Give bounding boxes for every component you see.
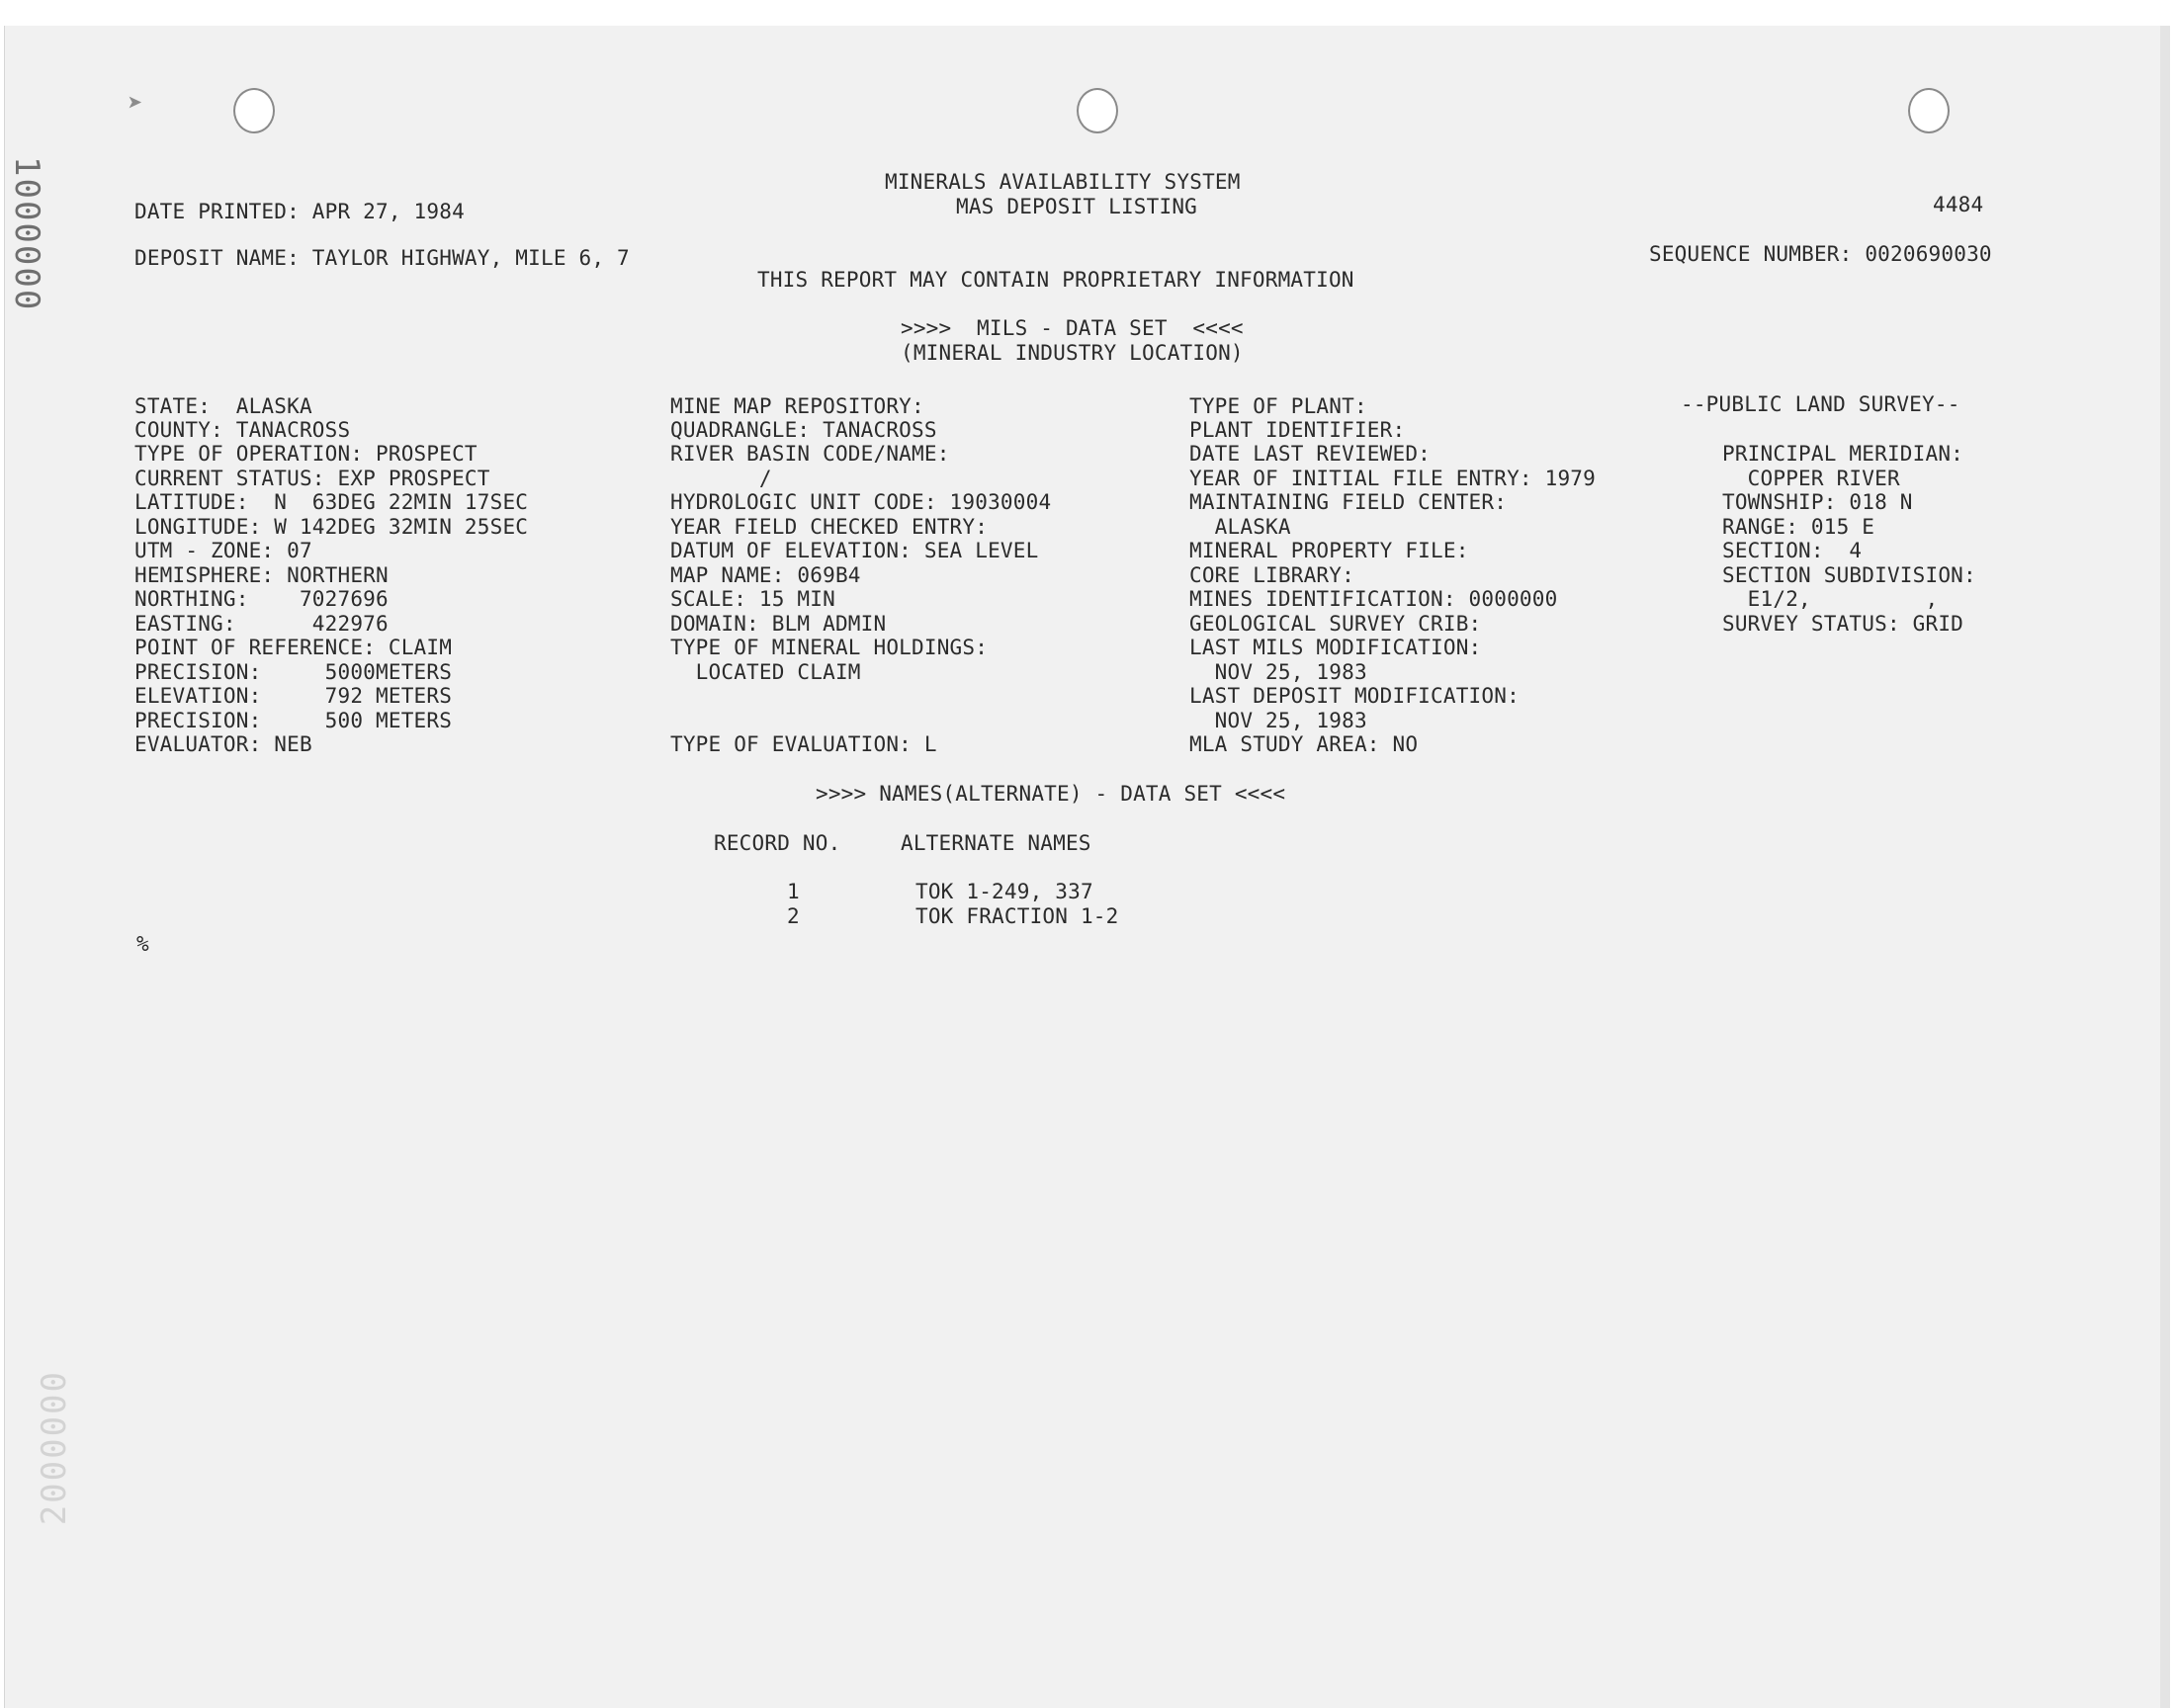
field-line: YEAR FIELD CHECKED ENTRY: — [670, 515, 989, 539]
pen-mark: ➤ — [128, 89, 143, 119]
sequence-number: SEQUENCE NUMBER: 0020690030 — [1649, 242, 1992, 266]
field-line: MINERAL PROPERTY FILE: — [1189, 539, 1469, 562]
field-line: LOCATED CLAIM — [670, 660, 861, 684]
field-line: LATITUDE: N 63DEG 22MIN 17SEC — [134, 490, 529, 514]
field-line: DOMAIN: BLM ADMIN — [670, 612, 887, 636]
field-line: SURVEY STATUS: GRID — [1722, 612, 1964, 636]
field-line: LONGITUDE: W 142DEG 32MIN 25SEC — [134, 515, 529, 539]
field-line: TYPE OF MINERAL HOLDINGS: — [670, 636, 989, 659]
field-line: MINES IDENTIFICATION: 0000000 — [1189, 587, 1558, 611]
field-line: QUADRANGLE: TANACROSS — [670, 418, 937, 442]
binder-hole-right — [1908, 88, 1950, 133]
field-line: PLANT IDENTIFIER: — [1189, 418, 1406, 442]
field-line: RIVER BASIN CODE/NAME: — [670, 442, 950, 466]
field-line: TYPE OF EVALUATION: L — [670, 732, 937, 756]
field-line: NORTHING: 7027696 — [134, 587, 389, 611]
field-line: ALASKA — [1189, 515, 1291, 539]
field-line: / — [670, 467, 772, 490]
plss-title: --PUBLIC LAND SURVEY-- — [1681, 392, 1960, 416]
field-line: SECTION SUBDIVISION: — [1722, 563, 1976, 587]
field-line: HEMISPHERE: NORTHERN — [134, 563, 389, 587]
side-stamp-faint: 2000000 — [35, 1370, 74, 1526]
field-line: UTM - ZONE: 07 — [134, 539, 312, 562]
field-line: E1/2, , — [1722, 587, 1939, 611]
scanned-page — [4, 26, 2170, 1708]
binder-hole-center — [1077, 88, 1118, 133]
field-line: NOV 25, 1983 — [1189, 660, 1367, 684]
field-line: EASTING: 422976 — [134, 612, 389, 636]
field-line: DATE LAST REVIEWED: — [1189, 442, 1432, 466]
field-line: CURRENT STATUS: EXP PROSPECT — [134, 467, 490, 490]
field-line: RANGE: 015 E — [1722, 515, 1875, 539]
date-printed: DATE PRINTED: APR 27, 1984 — [134, 200, 465, 223]
field-line: LAST DEPOSIT MODIFICATION: — [1189, 684, 1520, 708]
side-stamp-number: 1000000 — [7, 156, 46, 312]
header-alternate-names: ALTERNATE NAMES — [901, 831, 1091, 855]
deposit-name: DEPOSIT NAME: TAYLOR HIGHWAY, MILE 6, 7 — [134, 246, 630, 270]
field-line: STATE: ALASKA — [134, 394, 312, 418]
field-line: HYDROLOGIC UNIT CODE: 19030004 — [670, 490, 1052, 514]
field-line: TYPE OF OPERATION: PROSPECT — [134, 442, 478, 466]
field-line: MINE MAP REPOSITORY: — [670, 394, 924, 418]
header-record-no: RECORD NO. — [714, 831, 841, 855]
field-line: MAP NAME: 069B4 — [670, 563, 861, 587]
field-line: GEOLOGICAL SURVEY CRIB: — [1189, 612, 1482, 636]
field-line: TOWNSHIP: 018 N — [1722, 490, 1913, 514]
field-line: SECTION: 4 — [1722, 539, 1863, 562]
dataset-title: >>>> MILS - DATA SET <<<< — [901, 316, 1244, 340]
record-number: 1 — [787, 880, 800, 903]
field-line: CORE LIBRARY: — [1189, 563, 1354, 587]
field-line: POINT OF REFERENCE: CLAIM — [134, 636, 453, 659]
field-line: PRECISION: 5000METERS — [134, 660, 453, 684]
page-number: 4484 — [1933, 193, 1984, 216]
field-line: PRECISION: 500 METERS — [134, 709, 453, 732]
field-line: COUNTY: TANACROSS — [134, 418, 351, 442]
names-dataset-title: >>>> NAMES(ALTERNATE) - DATA SET <<<< — [816, 782, 1286, 806]
record-number: 2 — [787, 904, 800, 928]
alternate-name: TOK 1-249, 337 — [915, 880, 1093, 903]
alternate-name: TOK FRACTION 1-2 — [915, 904, 1119, 928]
field-line: MAINTAINING FIELD CENTER: — [1189, 490, 1508, 514]
field-line: COPPER RIVER — [1722, 467, 1900, 490]
proprietary-notice: THIS REPORT MAY CONTAIN PROPRIETARY INFORMATION — [757, 268, 1354, 292]
field-line: SCALE: 15 MIN — [670, 587, 835, 611]
field-line: ELEVATION: 792 METERS — [134, 684, 453, 708]
binder-hole-left — [233, 88, 275, 133]
field-line: EVALUATOR: NEB — [134, 732, 312, 756]
end-of-record-mark: % — [136, 932, 149, 956]
listing-title: MAS DEPOSIT LISTING — [956, 195, 1198, 218]
field-line: NOV 25, 1983 — [1189, 709, 1367, 732]
dataset-subtitle: (MINERAL INDUSTRY LOCATION) — [901, 341, 1244, 365]
field-line: DATUM OF ELEVATION: SEA LEVEL — [670, 539, 1039, 562]
field-line: MLA STUDY AREA: NO — [1189, 732, 1419, 756]
field-line: PRINCIPAL MERIDIAN: — [1722, 442, 1964, 466]
page-edge-shadow — [2160, 26, 2170, 1708]
field-line: LAST MILS MODIFICATION: — [1189, 636, 1482, 659]
field-line: TYPE OF PLANT: — [1189, 394, 1367, 418]
system-title: MINERALS AVAILABILITY SYSTEM — [885, 170, 1241, 194]
field-line: YEAR OF INITIAL FILE ENTRY: 1979 — [1189, 467, 1596, 490]
